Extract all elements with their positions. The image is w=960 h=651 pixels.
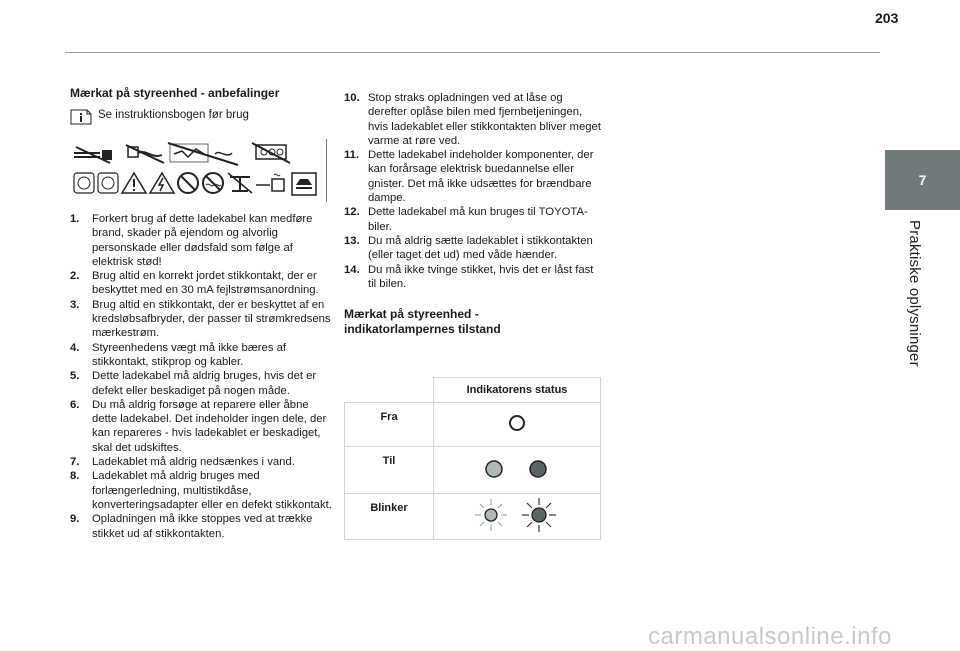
- warning-label-illustration: [70, 139, 325, 202]
- list-item: 10. Stop straks opladningen ved at låse og derefter oplåse bilen med fjernbetjeningen, hvis ladekablet eller stikkontakten bliver meget varme at røre ved.: [344, 92, 601, 147]
- list-item: 8. Ladekablet må aldrig bruges med forlængerledning, multistikdåse, konverteringsadapter eller en defekt stikkontakt.: [70, 470, 332, 511]
- electric-hazard-icon: [150, 173, 174, 193]
- no-immersion-icon: [203, 173, 223, 193]
- no-damaged-cable-icon: [168, 143, 238, 165]
- no-pull-icon: [256, 174, 284, 191]
- no-weight-icon: [228, 173, 252, 193]
- indicator-blinking-icon: [467, 495, 567, 535]
- row-label: Fra: [345, 403, 434, 447]
- label-divider: [326, 139, 327, 202]
- list-item: 11. Dette ladekabel indeholder komponenter, der kan forårsage elektrisk buedannelse eller gnister. Det må ikke udsættes for brændbare dampe.: [344, 149, 594, 205]
- page-number: 203: [875, 10, 899, 26]
- socket-icon: [98, 173, 118, 193]
- list-item: 14. Du må ikke tvinge stikket, hvis det er låst fast til bilen.: [344, 263, 594, 290]
- list-item: 1. Forkert brug af dette ladekabel kan medføre brand, skader på ejendom og alvorlig personskade eller dødsfald som følge af elektrisk stød!: [70, 213, 313, 268]
- list-item: 9. Opladningen må ikke stoppes ved at trække stikket ud af stikkontakten.: [70, 513, 313, 540]
- list-item: 2. Brug altid en korrekt jordet stikkontakt, der er beskyttet med en 30 mA fejlstrømsanordning.: [70, 270, 319, 297]
- no-multi-socket-icon: [252, 143, 290, 163]
- list-item: 6. Du må aldrig forsøge at reparere eller åbne dette ladekabel. Det indeholder ingen dele, der kan repareres - hvis ladekablet er beskadiget, skal det udskiftes.: [70, 398, 327, 454]
- list-item: 3. Brug altid en stikkontakt, der er beskyttet af en kredsløbsafbryder, der passer til strømkredsens mærkestrøm.: [70, 298, 331, 340]
- row-label: Blinker: [345, 494, 434, 540]
- table-row: [345, 447, 601, 494]
- indicator-off-icon: [502, 408, 532, 438]
- indicator-status-heading: Mærkat på styreenhed - indikatorlampernes tilstand: [344, 307, 501, 337]
- table-header: Indikatorens status: [434, 378, 601, 403]
- no-extension-cord-icon: [74, 147, 112, 163]
- list-item: 13. Du må aldrig sætte ladekablet i stikkontakten (eller taget det ud) med våde hænder.: [344, 234, 593, 262]
- list-item: 4. Styreenhedens vægt må ikke bæres af stikkontakt, stikprop og kabler.: [70, 341, 287, 368]
- watermark: carmanualsonline.info: [648, 623, 892, 650]
- list-item: 12. Dette ladekabel må kun bruges til TOYOTA-biler.: [344, 206, 588, 233]
- chapter-tab[interactable]: 7: [885, 150, 960, 210]
- indicator-status-table: [344, 377, 601, 540]
- read-manual-icon: [70, 109, 92, 125]
- table-row: [345, 403, 601, 447]
- chapter-title: Praktiske oplysninger: [906, 220, 923, 367]
- label-recommendations-heading: Mærkat på styreenhed - anbefalinger: [70, 86, 280, 100]
- header-divider: [65, 52, 880, 53]
- no-disassemble-icon: [178, 173, 198, 193]
- list-item: 5. Dette ladekabel må aldrig bruges, hvis det er defekt eller beskadiget på nogen måde.: [70, 370, 317, 397]
- middle-column: [344, 91, 604, 337]
- left-column: [70, 86, 335, 541]
- not-for-other-vehicles-icon: [292, 173, 316, 195]
- recommendations-list-part-2: [344, 91, 604, 291]
- manual-reference-text: Se instruktionsbogen før brug: [98, 109, 249, 121]
- manual-reference: [70, 109, 335, 125]
- socket-icon: [74, 173, 94, 193]
- indicator-on-icon: [472, 454, 562, 484]
- recommendations-list-part-1: [70, 212, 335, 541]
- warning-triangle-icon: [122, 173, 146, 193]
- row-label: Til: [345, 447, 434, 494]
- list-item: 7. Ladekablet må aldrig nedsænkes i vand.: [70, 456, 295, 469]
- no-adapter-icon: [126, 145, 164, 163]
- table-row: [345, 494, 601, 540]
